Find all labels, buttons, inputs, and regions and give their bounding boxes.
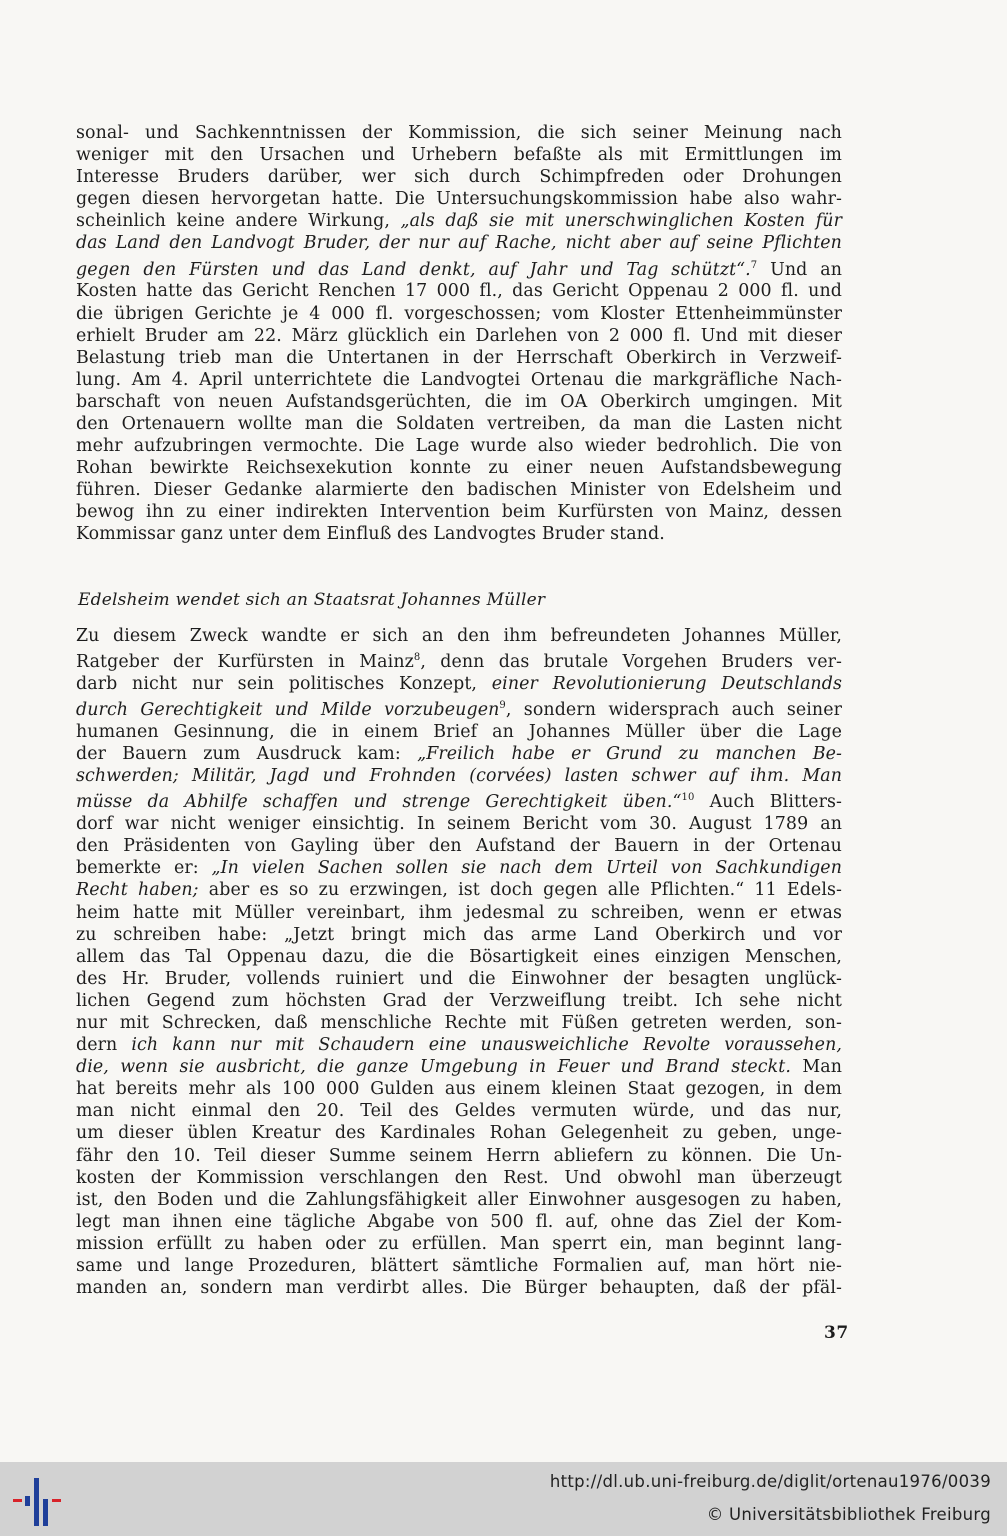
text-line: erhielt Bruder am 22. März glücklich ein Darlehen von 2 000 fl. Und mit dieser [76,325,842,346]
footnote-ref: 7 [750,259,758,271]
text-line: dorf war nicht weniger einsichtig. In seinem Bericht vom 30. August 1789 an [76,814,842,835]
quote-run: Recht haben; [76,880,199,901]
text-line [76,673,842,695]
text-line: des Hr. Bruder, vollends ruiniert und die Einwohner der besagten unglück- [76,968,842,989]
text-line: legt man ihnen eine tägliche Abgabe von 500 fl. auf, ohne das Ziel der Kom- [76,1211,842,1232]
emphasis-run: ich kann nur mit Schaudern eine unausweichliche Revolte voraussehen, [131,1035,842,1056]
text-line [76,647,842,673]
logo-graphic [10,1476,66,1528]
text-line: hat bereits mehr als 100 000 Gulden aus einem kleinen Staat gezogen, in dem [76,1079,842,1100]
text-line: bewog ihn zu einer indirekten Intervention beim Kurfürsten von Mainz, dessen [76,502,842,523]
text-run: Ratgeber der Kurfürsten in Mainz [76,651,414,672]
footnote-ref: 9 [499,700,506,712]
text-line: Zu diesem Zweck wandte er sich an den ihm befreundeten Johannes Müller, [76,626,842,646]
logo-right-bar [52,1499,61,1502]
text-line: heim hatte mit Müller vereinbart, ihm jedesmal zu schreiben, wenn er etwas [76,902,842,923]
logo-mid-bar [43,1499,48,1526]
footnote-ref: 10 [681,792,695,804]
text-run: dern [76,1035,132,1056]
paragraph [76,625,842,1299]
quote-run: „als daß sie mit unerschwinglichen Kosten für [400,211,842,232]
text-line: das Land den Landvogt Bruder, der nur auf Rache, nicht aber auf seine Pflichten [76,233,842,254]
text-line: fähr den 10. Teil dieser Summe seinem Herrn abliefern zu können. Die Un- [76,1145,842,1166]
emphasis-run: die, wenn sie ausbricht, die ganze Umgebung in Feuer und Brand steckt. [76,1057,791,1078]
text-line [76,857,842,879]
text-line: zu schreiben habe: „Jetzt bringt mich das arme Land Oberkirch und vor [76,924,842,945]
text-line: Belastung trieb man die Untertanen in der Herrschaft Oberkirch in Verzweif- [76,347,842,368]
text-run: aber es so zu erzwingen, ist doch gegen alle Pflichten.“ 11 Edels- [198,880,842,901]
logo-small-bar [25,1496,30,1506]
text-line [76,787,842,813]
text-line: weniger mit den Ursachen und Urhebern befaßte als mit Ermittlungen im [76,145,842,166]
quote-run: müsse da Abhilfe schaffen und strenge Gerechtigkeit üben.“ [76,792,682,813]
emphasis-run: einer Revolutionierung Deutschlands [491,673,842,694]
text-line: same und lange Prozeduren, blättert sämtliche Formalien auf, man hört nie- [76,1256,842,1277]
text-line [76,879,842,901]
text-line: sonal- und Sachkenntnissen der Kommission, die sich seiner Meinung nach [76,123,842,143]
copyright-text: © Universitätsbibliothek Freiburg [706,1505,991,1524]
text-line [76,695,842,721]
quote-run: gegen den Fürsten und das Land denkt, auf Jahr und Tag schützt“. [76,259,751,280]
text-line: mission erfüllt zu haben oder zu erfüllen. Man sperrt ein, man beginnt lang- [76,1233,842,1254]
text-line: die übrigen Gerichte je 4 000 fl. vorgeschossen; vom Kloster Ettenheimmünster [76,303,842,324]
text-line: Interesse Bruders darüber, wer sich durch Schimpfreden oder Drohungen [76,167,842,188]
text-line: Rohan bewirkte Reichsexekution konnte zu einer neuen Aufstandsbewegung [76,458,842,479]
footnote-ref: 8 [413,652,421,664]
text-line: lichen Gegend zum höchsten Grad der Verzweiflung treibt. Ich sehe nicht [76,990,842,1011]
footer-bar [0,1462,1007,1536]
text-line: manden an, sondern man verdirbt alles. Die Bürger behaupten, daß der pfäl- [76,1278,842,1299]
text-run: scheinlich keine andere Wirkung, [76,211,401,232]
text-line [76,1034,842,1056]
quote-run: „In vielen Sachen sollen sie nach dem Urteil von Sachkundigen [211,858,842,879]
section-heading: Edelsheim wendet sich an Staatsrat Johannes Müller [78,590,546,610]
text-line: man nicht einmal den 20. Teil des Geldes vermuten würde, und das nur, [76,1101,842,1122]
paragraph [76,122,842,546]
text-line: um dieser üblen Kreatur des Kardinales Rohan Gelegenheit zu geben, unge- [76,1123,842,1144]
text-line: den Präsidenten von Gayling über den Aufstand der Bauern in der Ortenau [76,836,842,857]
text-run: bemerkte er: [76,858,212,879]
text-line: kosten der Kommission verschlangen den Rest. Und obwohl man überzeugt [76,1167,842,1188]
text-run: , denn das brutale Vorgehen Bruders ver- [420,651,842,672]
text-line [76,255,842,281]
text-line: allem das Tal Oppenau dazu, die die Bösartigkeit eines einzigen Menschen, [76,946,842,967]
text-line: barschaft von neuen Aufstandsgerüchten, die im OA Oberkirch umgingen. Mit [76,391,842,412]
text-line [76,743,842,765]
text-line: humanen Gesinnung, die in einem Brief an Johannes Müller über die Lage [76,721,842,742]
permalink-url-link[interactable]: http://dl.ub.uni-freiburg.de/diglit/ortenau1976/0039 [549,1472,991,1491]
logo-tall-bar [34,1478,39,1526]
text-line: den Ortenauern wollte man die Soldaten vertreiben, da man die Lasten nicht [76,414,842,435]
text-run: darb nicht nur sein politisches Konzept, [76,673,492,694]
emphasis-run: durch Gerechtigkeit und Milde vorzubeugen [76,699,500,720]
text-line: mehr aufzubringen vermochte. Die Lage wurde also wieder bedrohlich. Die von [76,436,842,457]
ub-freiburg-logo-icon [10,1476,66,1528]
text-line: Kommissar ganz unter dem Einfluß des Landvogtes Bruder stand. [76,524,665,545]
text-line: schwerden; Militär, Jagd und Frohnden (corvées) lasten schwer auf ihm. Man [76,766,842,787]
text-run: Und an [757,259,842,280]
text-line: lung. Am 4. April unterrichtete die Landvogtei Ortenau die markgräfliche Nach- [76,369,842,390]
page-number: 37 [824,1323,849,1343]
text-line: nur mit Schrecken, daß menschliche Rechte mit Füßen getreten werden, son- [76,1012,842,1033]
text-line [76,1056,842,1078]
text-line: führen. Dieser Gedanke alarmierte den badischen Minister von Edelsheim und [76,480,842,501]
text-line: gegen diesen hervorgetan hatte. Die Untersuchungskommission habe also wahr- [76,189,842,210]
text-run: der Bauern zum Ausdruck kam: [76,744,418,765]
text-run: Man [791,1057,843,1078]
text-line: Kosten hatte das Gericht Renchen 17 000 fl., das Gericht Oppenau 2 000 fl. und [76,281,842,302]
logo-left-bar [13,1499,22,1502]
text-run: Auch Blitters- [694,792,842,813]
quote-run: „Freilich habe er Grund zu manchen Be- [417,744,842,765]
text-run: , sondern widersprach auch seiner [505,699,842,720]
text-line: ist, den Boden und die Zahlungsfähigkeit aller Einwohner ausgesogen zu haben, [76,1189,842,1210]
text-line [76,210,842,232]
